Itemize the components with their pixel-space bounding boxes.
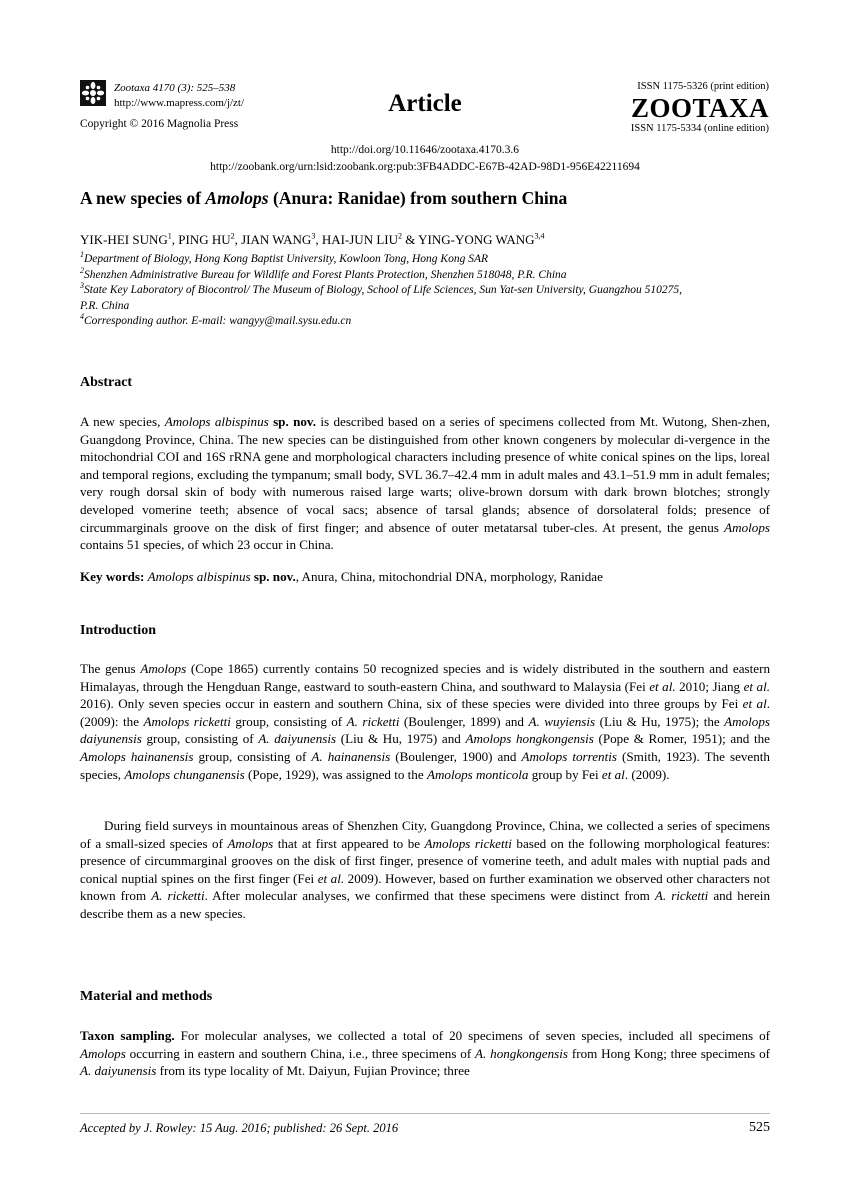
- affiliation-line: $^1$Department of Biology, Hong Kong Baptist University, Kowloon Tong, Hong Kong SAR: [80, 250, 488, 265]
- issn-print: ISSN 1175-5326 (print edition): [637, 81, 769, 92]
- introduction-paragraph-2: During field surveys in mountainous areas of Shenzhen City, Guangdong Province, China, we collected a series of specimens of a small-sized species of Amolops that at first appeared to be Amolops ricketti based on the following morphological features: presence of circummarginal grooves on the disk of first finger, presence of vomerine teeth, and adult males with nuptial pads and conical nuptial spines on the first finger (Fei et al. 2009). However, based on further examination we observed other characters not known from A. ricketti. After molecular analyses, we confirmed that these specimens were distinct from A. ricketti and herein describe them as a new species.: [80, 818, 771, 921]
- author-name: JIAN WANG: [241, 232, 312, 247]
- author-name: YIK-HEI SUNG: [80, 232, 168, 247]
- affiliations: [80, 252, 770, 330]
- affiliation-line: $^3$State Key Laboratory of Biocontrol/ The Museum of Biology, School of Life Sciences, Sun Yat-sen University, Guangzhou 510275,: [80, 281, 683, 296]
- author-name: YING-YONG WANG: [418, 232, 535, 247]
- article-label: Article: [388, 90, 462, 117]
- keywords: Key words: Amolops albispinus sp. nov., Anura, China, mitochondrial DNA, morphology, Ranidae: [80, 569, 603, 584]
- journal-url-link[interactable]: http://www.mapress.com/j/zt/: [114, 97, 245, 109]
- introduction-heading: Introduction: [80, 623, 156, 638]
- copyright: Copyright © 2016 Magnolia Press: [80, 118, 239, 130]
- methods-paragraph-1: Taxon sampling. For molecular analyses, we collected a total of 20 specimens of seven species, included all specimens of Amolops occurring in eastern and southern China, i.e., three specimens of A. hongkongensis from Hong Kong; three specimens of A. daiyunensis from its type locality of Mt. Daiyun, Fujian Province; three: [80, 1028, 771, 1079]
- journal-name: ZOOTAXA: [630, 93, 769, 123]
- identifier-links: [0, 142, 850, 176]
- author-name: PING HU: [178, 232, 231, 247]
- author-affiliation-marker: 2: [230, 231, 235, 241]
- author-affiliation-marker: 3,4: [534, 231, 545, 241]
- issn-block: [631, 80, 769, 136]
- footer-divider: [80, 1113, 770, 1114]
- affiliation-line: P.R. China: [80, 299, 130, 312]
- affiliation-line: $^2$Shenzhen Administrative Bureau for Wildlife and Forest Plants Protection, Shenzhen 518048, P.R. China: [80, 265, 567, 281]
- abstract-text: A new species, Amolops albispinus sp. nov. is described based on a series of specimens collected from Mt. Wutong, Shen-zhen, Guangdong Province, China. The new species can be distinguished from other known congeners by molecular di-vergence in the mitochondrial COI and 16S rRNA gene and morphological characters including presence of white conical spines on the lips, loreal and temporal regions, excluding the tympanum; small body, SVL 36.7–42.4 mm in adult males and 43.1–51.9 mm in adult females; very rough dorsal skin of body with numerous raised large warts; olive-brown dorsum with dark brown blotches; strongly developed vomerine teeth; absence of vocal sacs; absence of tarsal glands; absence of dorsolateral folds; presence of circummarginals groove on the disk of first finger; and absence of outer metatarsal tuber-cles. At present, the genus Amolops contains 51 species, of which 23 occur in China.: [80, 414, 771, 553]
- acceptance-note: Accepted by J. Rowley: 15 Aug. 2016; published: 26 Sept. 2016: [80, 1121, 399, 1135]
- author-affiliation-marker: 2: [398, 231, 402, 241]
- doi-link[interactable]: http://doi.org/10.11646/zootaxa.4170.3.6: [330, 144, 520, 156]
- page-number: 525: [749, 1120, 770, 1135]
- author-list: YIK-HEI SUNG$^1$, PING $HU^2$, JIAN WANG$^3$, HAI-JUN LIU$^2$ & YING-YONG WANG$^{3,4}$: [80, 231, 545, 247]
- abstract-heading: Abstract: [80, 375, 133, 390]
- author-name: HAI-JUN LIU: [321, 232, 398, 247]
- author-affiliation-marker: 1: [167, 231, 172, 241]
- journal-line: Zootaxa 4170 (3): 525–538: [114, 82, 236, 94]
- affiliation-line: $^4$Corresponding author. E-mail: wangyy@mail.sysu.edu.cn: [80, 312, 352, 327]
- paper-title: A new species of Amolops (Anura: Ranidae) from southern China: [80, 188, 568, 208]
- keywords-label: Key words:: [80, 569, 145, 584]
- issn-online: ISSN 1175-5334 (online edition): [630, 123, 769, 134]
- author-affiliation-marker: 3: [311, 231, 316, 241]
- introduction-paragraph-1: The genus Amolops (Cope 1865) currently contains 50 recognized species and is widely distributed in the southern and eastern Himalayas, through the Hengduan Range, eastward to south-eastern China, and southward to Malaysia (Fei et al. 2010; Jiang et al. 2016). Only seven species occur in eastern and southern China, six of these species were divided into three groups by Fei et al. (2009): the Amolops ricketti group, consisting of A. ricketti (Boulenger, 1899) and A. wuyiensis (Liu & Hu, 1975); the Amolops daiyunensis group, consisting of A. daiyunensis (Liu & Hu, 1975) and Amolops hongkongensis (Pope & Romer, 1951); and the Amolops hainanensis group, consisting of A. hainanensis (Boulenger, 1900) and Amolops torrentis (Smith, 1923). The seventh species, Amolops chunganensis (Pope, 1929), was assigned to the Amolops monticola group by Fei et al. (2009).: [80, 661, 770, 782]
- methods-heading: Material and methods: [80, 989, 213, 1004]
- zoobank-link[interactable]: http://zoobank.org/urn:lsid:zoobank.org:pub:3FB4ADDC-E67B-42AD-98D1-956E42211694: [210, 161, 640, 173]
